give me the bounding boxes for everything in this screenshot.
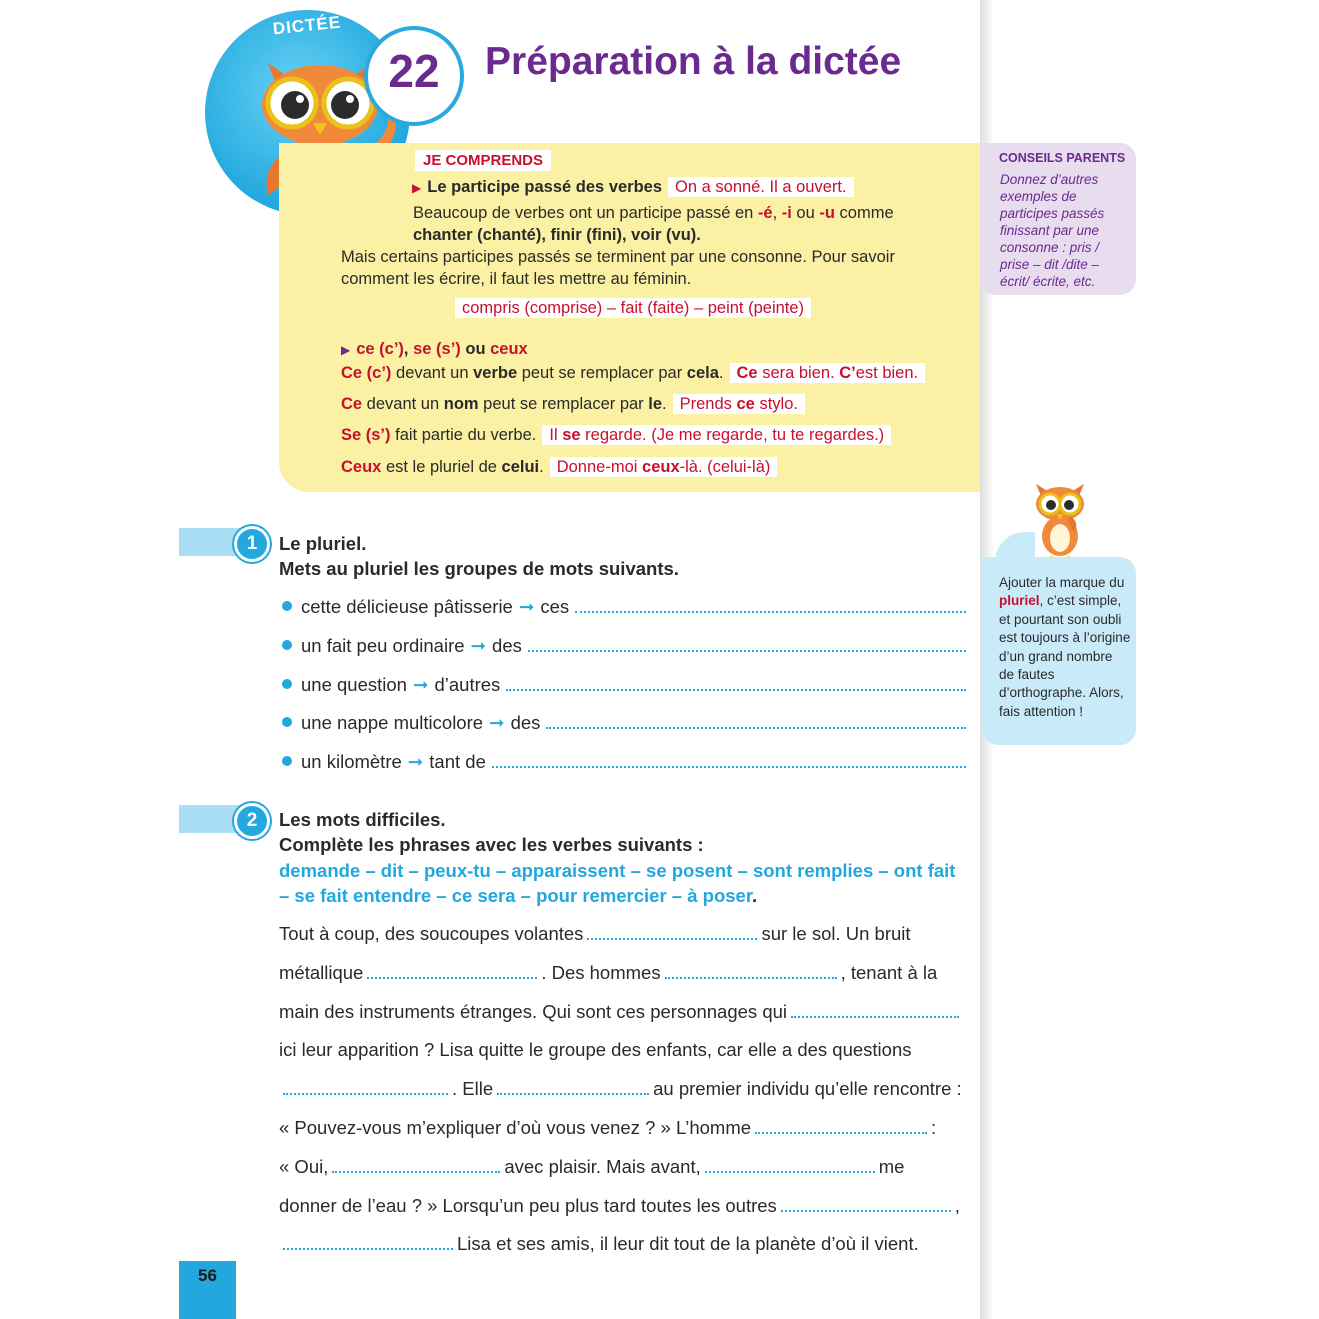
exercise-1-row xyxy=(282,712,966,734)
tip-text: Ajouter la marque du pluriel, c’est simple, et pourtant son oubli est toujours à l’origine d’un grand nombre de fautes d’orthographe. Alors, fais attention ! xyxy=(999,575,1131,719)
exercise-1-row xyxy=(282,751,966,773)
bullet-icon xyxy=(282,640,292,650)
exercise-1-row xyxy=(282,635,966,657)
participe-paragraph-2a: Mais certains participes passés se terminent par une consonne. Pour savoir xyxy=(341,248,895,266)
answer-blank[interactable] xyxy=(283,1081,448,1095)
exercise-2-text-segment: me xyxy=(878,1156,905,1177)
exercise-2-text-segment: au premier individu qu’elle rencontre : xyxy=(653,1078,962,1099)
exercise-1-target: ces xyxy=(540,596,570,617)
section-participe-heading: ▶ Le participe passé des verbes On a sonné. Il a ouvert. xyxy=(412,176,854,199)
exercise-1-phrase: une nappe multicolore xyxy=(301,712,484,733)
word-bank: demande – dit – peux-tu – apparaissent – se posent – sont remplies – ont fait – se fait entendre – ce sera – pour remercier – à poser. xyxy=(279,860,956,906)
example-box: On a sonné. Il a ouvert. xyxy=(668,177,854,197)
exercise-2-text-segment: Lisa et ses amis, il leur dit tout de la planète d’où il vient. xyxy=(457,1233,919,1254)
exercise-1-phrase: une question xyxy=(301,674,407,695)
exercise-2-line xyxy=(279,1156,904,1178)
exercise-1-target: tant de xyxy=(429,751,486,772)
example-box: Donne-moi ceux-là. (celui-là) xyxy=(550,457,778,477)
page-number: 56 xyxy=(198,1266,217,1285)
answer-blank[interactable] xyxy=(575,597,966,613)
answer-blank[interactable] xyxy=(528,636,966,652)
arrow-right-icon: ➞ xyxy=(489,712,505,733)
exercise-2-text-segment: : xyxy=(931,1117,937,1138)
exercise-2-line xyxy=(279,962,937,984)
exercise-2-line xyxy=(279,1039,911,1061)
exercise-2-text-segment: « Oui, xyxy=(279,1156,329,1177)
participe-paragraph-1: Beaucoup de verbes ont un participe passé en -é, -i ou -u comme xyxy=(413,204,894,222)
exercise-2-text-segment: Tout à coup, des soucoupes volantes xyxy=(279,923,584,944)
lesson-number: 22 xyxy=(388,45,440,97)
bullet-icon xyxy=(282,717,292,727)
exercise-1-target: d’autres xyxy=(434,674,501,695)
answer-blank[interactable] xyxy=(781,1198,951,1212)
example-box: Ce sera bien. C’est bien. xyxy=(730,363,926,383)
exercise-2-text-segment: donner de l’eau ? » Lorsqu’un peu plus tard toutes les outres xyxy=(279,1195,777,1216)
exercise-2-line xyxy=(279,1233,919,1255)
answer-blank[interactable] xyxy=(546,713,966,729)
rule-ce-verbe: Ce (c’) devant un verbe peut se remplacer par cela. Ce sera bien. C’est bien. xyxy=(341,362,925,384)
exercise-2-instruction: Complète les phrases avec les verbes suivants : xyxy=(279,834,704,855)
exercise-2-line xyxy=(279,923,911,945)
exercise-1-title: Le pluriel. xyxy=(279,533,367,554)
arrow-right-icon: ➞ xyxy=(470,635,487,656)
example-box: Il se regarde. (Je me regarde, tu te regardes.) xyxy=(542,425,891,445)
exercise-1-number: 1 xyxy=(234,526,270,562)
exercise-2-text-segment: . Elle xyxy=(452,1078,494,1099)
exercise-1-target: des xyxy=(510,712,541,733)
bullet-icon xyxy=(282,756,292,766)
badge-label: DICTÉE xyxy=(271,12,342,39)
feminin-example: compris (comprise) – fait (faite) – peint (peinte) xyxy=(449,297,811,319)
answer-blank[interactable] xyxy=(587,926,757,940)
arrow-right-icon: ➞ xyxy=(407,751,424,772)
answer-blank[interactable] xyxy=(367,965,537,979)
parents-advice-title: CONSEILS PARENTS xyxy=(999,151,1126,165)
answer-blank[interactable] xyxy=(332,1159,500,1173)
participe-paragraph-2b: comment les écrire, il faut les mettre au féminin. xyxy=(341,270,692,288)
exercise-1-phrase: un fait peu ordinaire xyxy=(301,635,465,656)
exercise-2-text-segment: . Des hommes xyxy=(541,962,661,983)
answer-blank[interactable] xyxy=(283,1236,453,1250)
triangle-icon: ▶ xyxy=(412,181,422,195)
answer-blank[interactable] xyxy=(665,965,837,979)
answer-blank[interactable] xyxy=(705,1159,875,1173)
exercise-2-text-segment: avec plaisir. Mais avant, xyxy=(504,1156,701,1177)
triangle-icon: ▶ xyxy=(341,343,351,357)
exercise-2-line xyxy=(279,1117,936,1139)
answer-blank[interactable] xyxy=(492,752,966,768)
exercise-2-text-segment: main des instruments étranges. Qui sont ces personnages qui xyxy=(279,1001,788,1022)
exercise-2-text-segment: métallique xyxy=(279,962,364,983)
arrow-right-icon: ➞ xyxy=(518,596,535,617)
rule-se: Se (s’) fait partie du verbe. Il se regarde. (Je me regarde, tu te regardes.) xyxy=(341,424,891,446)
participe-paragraph-1b: chanter (chanté), finir (fini), voir (vu). xyxy=(413,226,701,244)
bullet-icon xyxy=(282,601,292,611)
exercise-2-text-segment: « Pouvez-vous m’expliquer d’où vous venez ? » L’homme xyxy=(279,1117,752,1138)
exercise-2-text-segment: , tenant à la xyxy=(840,962,938,983)
exercise-1-row xyxy=(282,674,966,696)
exercise-1-phrase: un kilomètre xyxy=(301,751,402,772)
answer-blank[interactable] xyxy=(791,1004,959,1018)
rule-ce-nom: Ce devant un nom peut se remplacer par le. Prends ce stylo. xyxy=(341,393,805,415)
exercise-2-text-segment: , xyxy=(954,1195,960,1216)
exercise-2-line xyxy=(279,1001,963,1023)
thinking-owl-icon xyxy=(1030,484,1090,562)
exercise-2-text-segment: sur le sol. Un bruit xyxy=(761,923,911,944)
answer-blank[interactable] xyxy=(506,675,966,691)
exercise-2-number: 2 xyxy=(234,803,270,839)
section-ce-se-ceux-heading: ▶ ce (c’), se (s’) ou ceux xyxy=(341,340,528,358)
exercise-2-line xyxy=(279,1078,962,1100)
exercise-1-row xyxy=(282,596,966,618)
parents-advice-text: Donnez d’autres exemples de participes passés finissant par une consonne : pris / prise – dit /dite – écrit/ écrite, etc. xyxy=(1000,172,1105,289)
exercise-1-instruction: Mets au pluriel les groupes de mots suivants. xyxy=(279,558,679,579)
arrow-right-icon: ➞ xyxy=(412,674,429,695)
bullet-icon xyxy=(282,679,292,689)
example-box: Prends ce stylo. xyxy=(673,394,805,414)
answer-blank[interactable] xyxy=(497,1081,649,1095)
exercise-2-title: Les mots difficiles. xyxy=(279,809,446,830)
rule-ceux: Ceux est le pluriel de celui. Donne-moi ceux-là. (celui-là) xyxy=(341,456,777,478)
page-title: Préparation à la dictée xyxy=(485,40,902,83)
exercise-2-line xyxy=(279,1195,960,1217)
exercise-1-target: des xyxy=(492,635,522,656)
panel-tab: JE COMPRENDS xyxy=(415,150,551,171)
answer-blank[interactable] xyxy=(755,1120,927,1134)
exercise-1-phrase: cette délicieuse pâtisserie xyxy=(301,596,513,617)
exercise-2-text-segment: ici leur apparition ? Lisa quitte le groupe des enfants, car elle a des questions xyxy=(279,1039,912,1060)
